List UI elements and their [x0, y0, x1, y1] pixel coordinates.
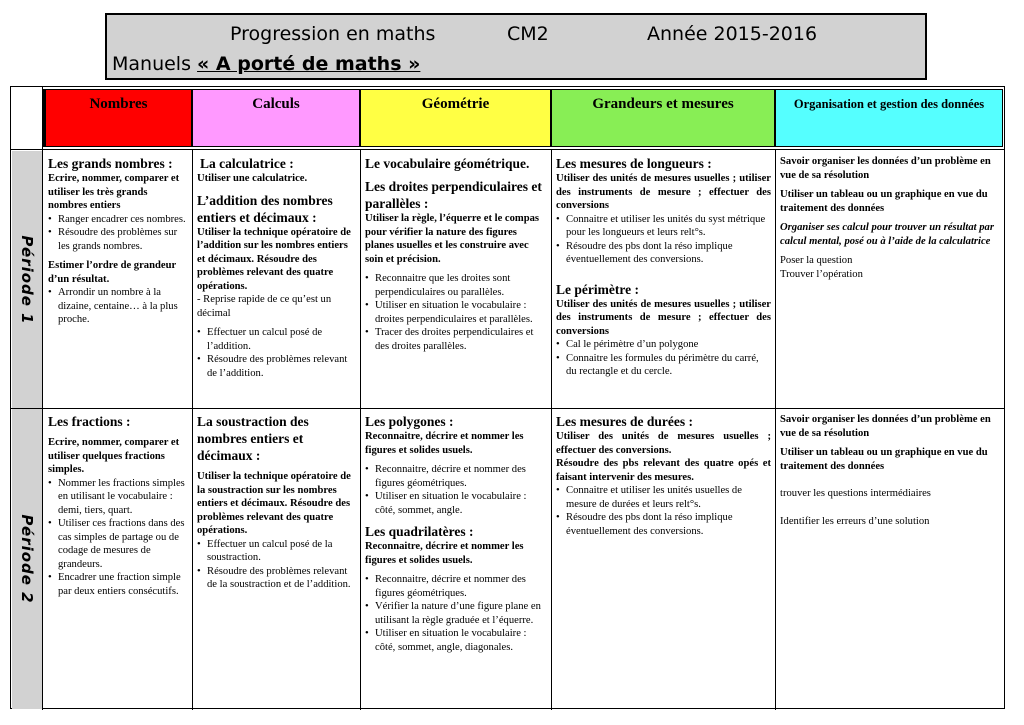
list-item: • Résoudre des problèmes relevant de la soustraction et de l’addition.: [197, 565, 356, 592]
list-item: • Connaitre les formules du périmètre du carré, du rectangle et du cercle.: [556, 352, 771, 379]
list-item: • Nommer les fractions simples en utilisant le vocabulaire : demi, tiers, quart.: [48, 477, 188, 518]
p2-nombres-objective: Ecrire, nommer, comparer et utiliser quelques fractions simples.: [48, 437, 180, 475]
p2-organisation-line: trouver les questions intermédiaires: [780, 488, 931, 499]
class-level: CM2: [507, 23, 549, 45]
list-item: • Connaitre et utiliser les unités usuelles de mesure de durées et leurs relt°s.: [556, 484, 771, 511]
school-year: Année 2015-2016: [647, 23, 818, 45]
p2-organisation-objective-2: Utiliser un tableau ou un graphique en vue du traitement des données: [780, 447, 988, 472]
p1-organisation-line-2: Trouver l’opération: [780, 268, 863, 280]
manual-name: « A porté de maths »: [197, 53, 421, 75]
list-item: • Reconnaitre, décrire et nommer des figures géométriques.: [365, 573, 547, 600]
p2-organisation-objective: Savoir organiser les données d’un problème en vue de sa résolution: [780, 414, 991, 439]
list-item: • Effectuer un calcul posé de la soustraction.: [197, 538, 356, 565]
list-item: • Utiliser en situation le vocabulaire : côté, sommet, angle.: [365, 490, 547, 517]
p1-nombres-objective: Ecrire, nommer, comparer et utiliser les très grands nombres entiers: [48, 173, 180, 211]
p2-grandeurs-cell: [551, 409, 775, 709]
list-item: • Résoudre des problèmes relevant de l’addition.: [197, 353, 356, 380]
p2-grandeurs-objective: Utiliser des unités de mesures usuelles ; effectuer des conversions.: [556, 431, 771, 456]
p1-grandeurs-objective-2: Utiliser des unités de mesures usuelles ; utiliser des instruments de mesure ; effectuer des conversions: [556, 298, 771, 337]
p2-grandeurs-title: Les mesures de durées :: [556, 414, 693, 429]
p2-grandeurs-objective-2: Résoudre des pbs relevant des quatre opés et faisant intervenir des mesures.: [556, 458, 771, 483]
p1-calculs-title-2: L’addition des nombres entiers et décimaux :: [197, 192, 333, 225]
list-item: • Cal le périmètre d’un polygone: [556, 338, 771, 352]
list-item: • Utiliser en situation le vocabulaire : droites perpendiculaires et parallèles.: [365, 299, 547, 326]
p1-nombres-title: Les grands nombres :: [48, 156, 173, 171]
title-box: [105, 13, 927, 80]
p1-calculs-objective-2: Utiliser la technique opératoire de l’addition sur les nombres entiers et décimaux. Résoudre des problèmes relevant des quatre opérations.: [197, 226, 351, 292]
progression-table: [10, 86, 1005, 709]
p2-geometrie-objective: Reconnaitre, décrire et nommer les figures et solides usuels.: [365, 431, 524, 456]
p1-calculs-note: - Reprise rapide de ce qu’est un décimal: [197, 294, 332, 319]
p1-calculs-objective: Utiliser une calculatrice.: [197, 173, 308, 184]
column-header-organisation: Organisation et gestion des données: [775, 89, 1003, 147]
p2-calculs-cell: [192, 409, 360, 709]
list-item: • Vérifier la nature d’une figure plane en utilisant la règle graduée et l’équerre.: [365, 600, 547, 627]
p1-calculs-cell: [192, 151, 360, 408]
manual-prefix: Manuels: [112, 53, 191, 75]
p2-calculs-objective: Utiliser la technique opératoire de la soustraction sur les nombres entiers et décimaux. Résoudre des problèmes relevant des quatre opérations.: [197, 471, 351, 536]
list-item: • Résoudre des pbs dont la réso implique éventuellement des conversions.: [556, 511, 771, 538]
list-item: • Utiliser en situation le vocabulaire : côté, sommet, angle, diagonales.: [365, 627, 547, 654]
p2-nombres-title: Les fractions :: [48, 414, 131, 429]
p2-calculs-title: La soustraction des nombres entiers et décimaux :: [197, 414, 309, 463]
p1-organisation-cell: [775, 151, 1003, 408]
manual-line: [112, 53, 420, 75]
list-item: • Ranger encadrer ces nombres.: [48, 213, 188, 227]
list-item: • Reconnaitre que les droites sont perpendiculaires ou parallèles.: [365, 272, 547, 299]
list-item: • Connaitre et utiliser les unités du syst métrique pour les longueurs et leurs relt°s.: [556, 213, 771, 240]
p1-grandeurs-cell: [551, 151, 775, 408]
document-title: Progression en maths: [230, 23, 436, 45]
list-item: • Arrondir un nombre à la dizaine, centaine… à la plus proche.: [48, 286, 188, 327]
period-2-label: [12, 409, 42, 709]
p1-geometrie-title-2: Les droites perpendiculaires et parallèles :: [365, 179, 542, 211]
p2-geometrie-title-2: Les quadrilatères :: [365, 524, 474, 539]
column-header-calculs: Calculs: [192, 89, 360, 147]
p2-organisation-line-2: Identifier les erreurs d’une solution: [780, 515, 930, 527]
p1-grandeurs-objective: Utiliser des unités de mesures usuelles ; utiliser des instruments de mesure ; effectuer des conversions: [556, 173, 771, 211]
p1-organisation-line: Poser la question: [780, 255, 853, 266]
p2-nombres-cell: [43, 409, 192, 709]
list-item: • Utiliser ces fractions dans des cas simples de partage ou de codage de mesures de grandeurs.: [48, 517, 188, 571]
p2-geometrie-cell: [360, 409, 551, 709]
p1-geometrie-title: Le vocabulaire géométrique.: [365, 156, 530, 171]
list-item: • Encadrer une fraction simple par deux entiers consécutifs.: [48, 571, 188, 598]
list-item: • Résoudre des problèmes sur les grands nombres.: [48, 226, 188, 253]
list-item: • Reconnaitre, décrire et nommer des figures géométriques.: [365, 463, 547, 490]
p1-grandeurs-title: Les mesures de longueurs :: [556, 156, 712, 171]
p2-geometrie-title: Les polygones :: [365, 414, 454, 429]
period-2-text: Période 2: [18, 514, 36, 604]
list-item: • Résoudre des pbs dont la réso implique éventuellement des conversions.: [556, 240, 771, 267]
list-item: • Tracer des droites perpendiculaires et des droites parallèles.: [365, 326, 547, 353]
p1-organisation-objective: Savoir organiser les données d’un problème en vue de sa résolution: [780, 156, 991, 181]
p1-organisation-objective-3: Organiser ses calcul pour trouver un résultat par calcul mental, posé ou à l’aide de la calculatrice: [780, 222, 994, 247]
list-item: • Effectuer un calcul posé de l’addition.: [197, 326, 356, 353]
p1-grandeurs-title-2: Le périmètre :: [556, 281, 639, 297]
p1-geometrie-objective: Utiliser la règle, l’équerre et le compas pour vérifier la nature des figures planes usuelles et les construire avec soin et précision.: [365, 213, 540, 265]
period-1-text: Période 1: [18, 234, 36, 325]
p2-geometrie-objective-2: Reconnaitre, décrire et nommer les figures et solides usuels.: [365, 541, 524, 566]
column-header-nombres: Nombres: [43, 89, 192, 147]
column-header-grandeurs: Grandeurs et mesures: [551, 89, 775, 147]
p1-nombres-objective-2: Estimer l’ordre de grandeur d’un résultat.: [48, 260, 176, 285]
column-header-geometrie: Géométrie: [360, 89, 551, 147]
period-1-label: [12, 151, 42, 408]
grid-line: [11, 149, 1004, 150]
p1-calculs-title: La calculatrice :: [200, 156, 294, 171]
p1-nombres-cell: [43, 151, 192, 408]
p1-geometrie-cell: [360, 151, 551, 408]
p1-organisation-objective-2: Utiliser un tableau ou un graphique en vue du traitement des données: [780, 189, 988, 214]
p2-organisation-cell: [775, 409, 1003, 709]
